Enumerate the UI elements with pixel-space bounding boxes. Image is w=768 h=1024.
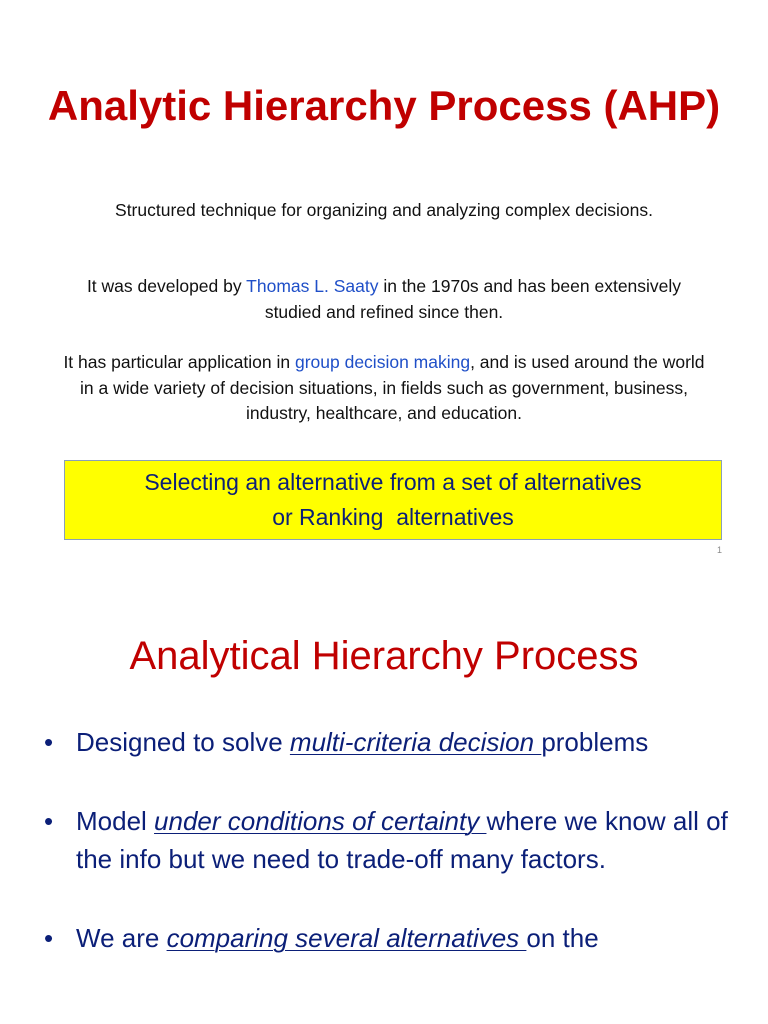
bullet-item [44, 802, 744, 879]
slide-1-title: Analytic Hierarchy Process (AHP) [47, 82, 721, 129]
history-text-before: It was developed by [86, 276, 247, 296]
bullet-emphasis: under conditions of certainty [154, 805, 487, 836]
slide-2-title: Analytical Hierarchy Process [129, 634, 639, 678]
bullet-text-before: We are [76, 922, 167, 953]
bullet-list [44, 723, 744, 997]
bullet-emphasis: multi-criteria decision [289, 727, 542, 757]
bullet-icon: • [44, 805, 54, 836]
bullet-emphasis: comparing several alternatives [166, 922, 527, 953]
highlight-box [64, 460, 722, 540]
history-paragraph [60, 274, 708, 325]
page-number: 1 [716, 545, 722, 555]
bullet-text-after: problems [541, 727, 649, 757]
history-text-after: in the 1970s and has been extensively studied and refined since then. [264, 276, 682, 322]
application-text-before: It has particular application in [63, 352, 295, 372]
bullet-text-before: Designed to solve [76, 727, 290, 757]
bullet-icon: • [44, 922, 54, 953]
slide-2 [0, 576, 768, 1024]
group-decision-link[interactable]: group decision making [294, 352, 471, 372]
bullet-icon: • [44, 727, 54, 757]
bullet-text-before: Model [76, 805, 155, 836]
application-paragraph [60, 350, 708, 427]
bullet-text-after: on the [526, 922, 599, 953]
definition-paragraph: Structured technique for organizing and analyzing complex decisions. [115, 200, 653, 220]
bullet-text-after: where we know all of the info but we need to trade-off many factors. [76, 805, 728, 874]
bullet-item [44, 919, 744, 958]
highlight-line-1: Selecting an alternative from a set of alternatives [144, 469, 642, 495]
bullet-item [44, 723, 744, 762]
highlight-line-2: or Ranking alternatives [272, 504, 514, 530]
application-text-after: , and is used around the world in a wide variety of decision situations, in fields such as government, business, industry, healthcare, and education. [80, 352, 705, 423]
saaty-link[interactable]: Thomas L. Saaty [246, 276, 379, 296]
